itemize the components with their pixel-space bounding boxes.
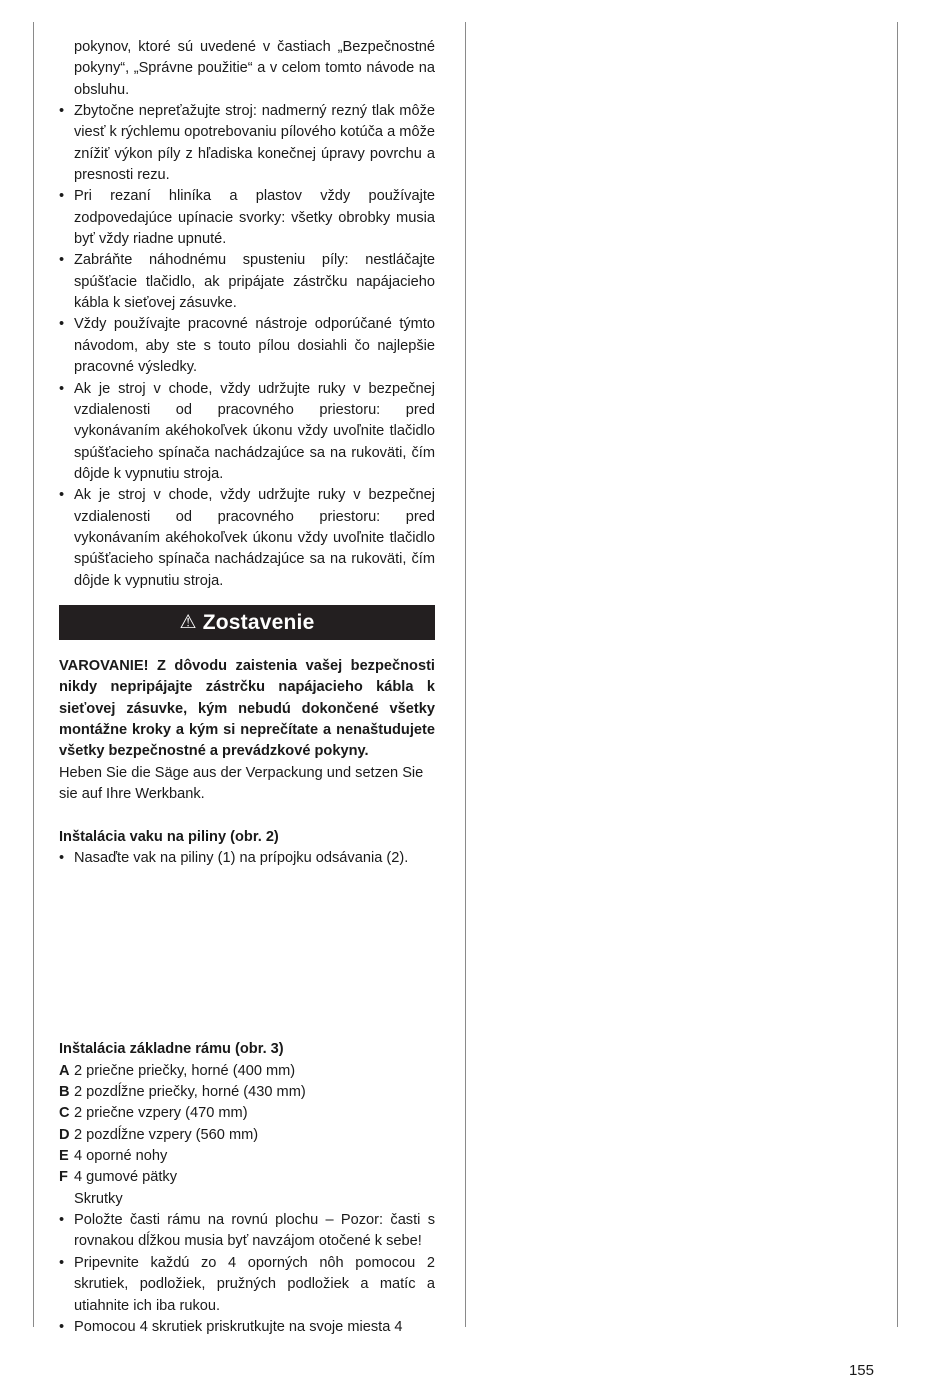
parts-list [59,1061,435,1210]
list-item: • Nasaďte vak na piliny (1) na prípojku odsávania (2). [59,848,435,869]
part-item: E 4 oporné nohy [59,1148,168,1165]
list-item: • Zbytočne nepreťažujte stroj: nadmerný rezný tlak môže viesť k rýchlemu opotrebovaniu pílového kotúča a môže znížiť výkon píly z hľadiska konečnej úpravy povrchu a presnosti rezu. [59,101,435,186]
warning-triangle-icon: ⚠ [179,611,197,633]
list-item: • Zabráňte náhodnému spusteniu píly: nestláčajte spúšťacie tlačidlo, ak pripájate zástrčku napájacieho kábla k sieťovej zásuvke. [59,250,435,314]
left-margin-rule [33,22,34,1327]
list-item: • Pomocou 4 skrutiek priskrutkujte na svoje miesta 4 [59,1317,435,1338]
frame-heading: Inštalácia základne rámu (obr. 3) [59,1041,284,1058]
spacer [59,805,435,826]
section-title: Zostavenie [202,610,315,634]
section-banner-assembly [59,605,435,640]
list-item: • Vždy používajte pracovné nástroje odporúčané týmto návodom, aby ste s touto pílou dosiahli čo najlepšie pracovné výsledky. [59,314,435,378]
part-item: F 4 gumové pätky [59,1169,178,1186]
list-item: • Ak je stroj v chode, vždy udržujte ruky v bezpečnej vzdialenosti od pracovného priestoru: pred vykonávaním akéhokoľvek úkonu vždy uvoľnite tlačidlo spúšťacieho spínača nachádzajúce sa na rukoväti, čím dôjde k vypnutiu stroja. [59,379,435,486]
german-paragraph: Heben Sie die Säge aus der Verpackung und setzen Sie sie auf Ihre Werkbank. [59,764,424,802]
list-item: • Pri rezaní hliníka a plastov vždy používajte zodpovedajúce upínacie svorky: všetky obrobky musia byť vždy riadne upnuté. [59,186,435,250]
part-item: D 2 pozdĺžne vzpery (560 mm) [59,1126,259,1143]
dust-bag-heading: Inštalácia vaku na piliny (obr. 2) [59,828,279,845]
part-item: C 2 priečne vzpery (470 mm) [59,1105,248,1122]
figure-placeholder [59,869,435,1039]
right-margin-rule [897,22,898,1327]
part-item: B 2 pozdĺžne priečky, horné (430 mm) [59,1084,306,1101]
warning-paragraph: VAROVANIE! Z dôvodu zaistenia vašej bezpečnosti nikdy nepripájajte zástrčku napájacieho kábla k sieťovej zásuvke, kým nebudú dokončené všetky montážne kroky a kým si neprečítate a nenaštudujete všetky bezpečnostné a prevádzkové pokyny. [59,657,435,760]
frame-bullet-list [59,1210,435,1338]
intro-continuation: pokynov, ktoré sú uvedené v častiach „Bezpečnostné pokyny“, „Správne použitie“ a v celom tomto návode na obsluhu. [74,39,435,98]
list-item: • Položte časti rámu na rovnú plochu – Pozor: časti s rovnakou dĺžkou musia byť navzájom otočené k sebe! [59,1210,435,1253]
list-item: • Pripevnite každú zo 4 oporných nôh pomocou 2 skrutiek, podložiek, pružných podložiek a matíc a utiahnite ich iba rukou. [59,1253,435,1317]
part-item: Skrutky [74,1190,123,1207]
safety-bullet-list [59,101,435,592]
left-column [59,37,435,1338]
page-number: 155 [848,1362,874,1379]
column-divider-rule [465,22,466,1327]
part-item: A 2 priečne priečky, horné (400 mm) [59,1062,296,1079]
list-item: • Ak je stroj v chode, vždy udržujte ruky v bezpečnej vzdialenosti od pracovného priestoru: pred vykonávaním akéhokoľvek úkonu vždy uvoľnite tlačidlo spúšťacieho spínača nachádzajúce sa na rukoväti, čím dôjde k vypnutiu stroja. [59,485,435,592]
